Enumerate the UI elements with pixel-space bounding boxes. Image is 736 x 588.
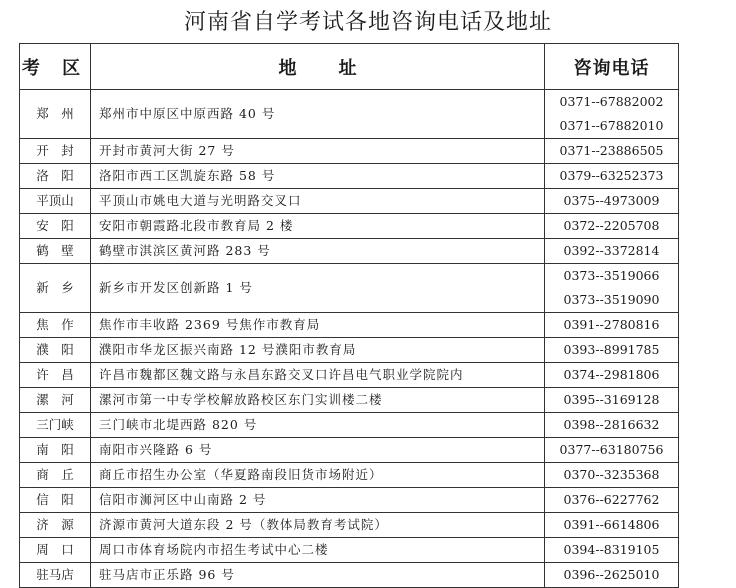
address-cell: 济源市黄河大道东段 2 号（教体局教育考试院） [91,513,545,538]
header-address-first: 地 [278,57,297,79]
header-address [91,44,545,90]
region-cell: 开 封 [20,139,91,164]
phone-number: 0375--4973009 [563,193,660,208]
phone-number: 0395--3169128 [563,392,660,407]
phone-cell [545,463,679,488]
table-row [20,239,679,264]
phone-number: 0373--3519066 [563,268,660,283]
phone-number: 0371--67882010 [559,118,664,133]
header-row [20,44,679,90]
phone-cell [545,338,679,363]
region-cell: 安 阳 [20,214,91,239]
region-cell: 新 乡 [20,264,91,313]
phone-number: 0379--63252373 [559,168,664,183]
phone-cell [545,388,679,413]
region-cell: 焦 作 [20,313,91,338]
phone-cell [545,513,679,538]
phone-number: 0377--63180756 [559,442,664,457]
region-cell: 洛 阳 [20,164,91,189]
address-cell: 许昌市魏都区魏文路与永昌东路交叉口许昌电气职业学院院内 [91,363,545,388]
phone-cell [545,313,679,338]
phone-cell [545,239,679,264]
table-row [20,413,679,438]
table-row [20,388,679,413]
address-cell: 漯河市第一中专学校解放路校区东门实训楼二楼 [91,388,545,413]
address-cell: 安阳市朝霞路北段市教育局 2 楼 [91,214,545,239]
address-cell: 南阳市兴隆路 6 号 [91,438,545,463]
address-cell: 洛阳市西工区凯旋东路 58 号 [91,164,545,189]
region-cell: 平顶山 [20,189,91,214]
region-cell: 南 阳 [20,438,91,463]
phone-cell [545,164,679,189]
region-cell: 驻马店 [20,563,91,588]
phone-cell [545,139,679,164]
phone-cell [545,189,679,214]
contact-table [19,43,679,588]
phone-number: 0394--8319105 [563,542,660,557]
header-phone: 咨询电话 [545,44,679,90]
phone-number: 0374--2981806 [563,367,660,382]
table-row [20,313,679,338]
region-cell: 三门峡 [20,413,91,438]
address-cell: 郑州市中原区中原西路 40 号 [91,90,545,139]
page-title: 河南省自学考试各地咨询电话及地址 [183,10,552,35]
table-row [20,139,679,164]
region-cell: 许 昌 [20,363,91,388]
phone-cell [545,413,679,438]
address-cell: 三门峡市北堤西路 820 号 [91,413,545,438]
header-region: 考 区 [20,44,91,90]
phone-cell [545,363,679,388]
table-row [20,488,679,513]
table-row [20,538,679,563]
phone-number: 0391--2780816 [563,317,660,332]
address-cell: 濮阳市华龙区振兴南路 12 号濮阳市教育局 [91,338,545,363]
phone-cell [545,438,679,463]
table-row [20,264,679,313]
phone-cell [545,538,679,563]
table-row [20,214,679,239]
address-cell: 周口市体育场院内市招生考试中心二楼 [91,538,545,563]
phone-number: 0370--3235368 [563,467,660,482]
phone-number: 0372--2205708 [563,218,660,233]
table-row [20,463,679,488]
region-cell: 漯 河 [20,388,91,413]
phone-cell [545,488,679,513]
phone-cell [545,563,679,588]
phone-cell [545,264,679,313]
phone-number: 0376--6227762 [563,492,660,507]
region-cell: 郑 州 [20,90,91,139]
address-cell: 新乡市开发区创新路 1 号 [91,264,545,313]
phone-number: 0398--2816632 [563,417,660,432]
phone-number: 0396--2625010 [563,567,660,582]
address-cell: 平顶山市姚电大道与光明路交叉口 [91,189,545,214]
phone-cell [545,90,679,139]
region-cell: 濮 阳 [20,338,91,363]
table-row [20,438,679,463]
phone-number: 0393--8991785 [563,342,660,357]
region-cell: 鹤 壁 [20,239,91,264]
address-cell: 鹤壁市淇滨区黄河路 283 号 [91,239,545,264]
table-row [20,189,679,214]
table-row [20,90,679,139]
address-cell: 商丘市招生办公室（华夏路南段旧货市场附近） [91,463,545,488]
table-row [20,338,679,363]
header-address-second: 址 [338,57,357,79]
table-row [20,513,679,538]
phone-number: 0391--6614806 [563,517,660,532]
region-cell: 信 阳 [20,488,91,513]
phone-number: 0392--3372814 [563,243,660,258]
address-cell: 焦作市丰收路 2369 号焦作市教育局 [91,313,545,338]
region-cell: 周 口 [20,538,91,563]
address-cell: 信阳市浉河区中山南路 2 号 [91,488,545,513]
table-row [20,363,679,388]
address-cell: 驻马店市正乐路 96 号 [91,563,545,588]
table-row [20,164,679,189]
phone-cell [545,214,679,239]
region-cell: 济 源 [20,513,91,538]
phone-number: 0371--23886505 [559,143,664,158]
phone-number: 0371--67882002 [559,94,664,109]
table-row [20,563,679,588]
phone-number: 0373--3519090 [563,292,660,307]
address-cell: 开封市黄河大街 27 号 [91,139,545,164]
region-cell: 商 丘 [20,463,91,488]
